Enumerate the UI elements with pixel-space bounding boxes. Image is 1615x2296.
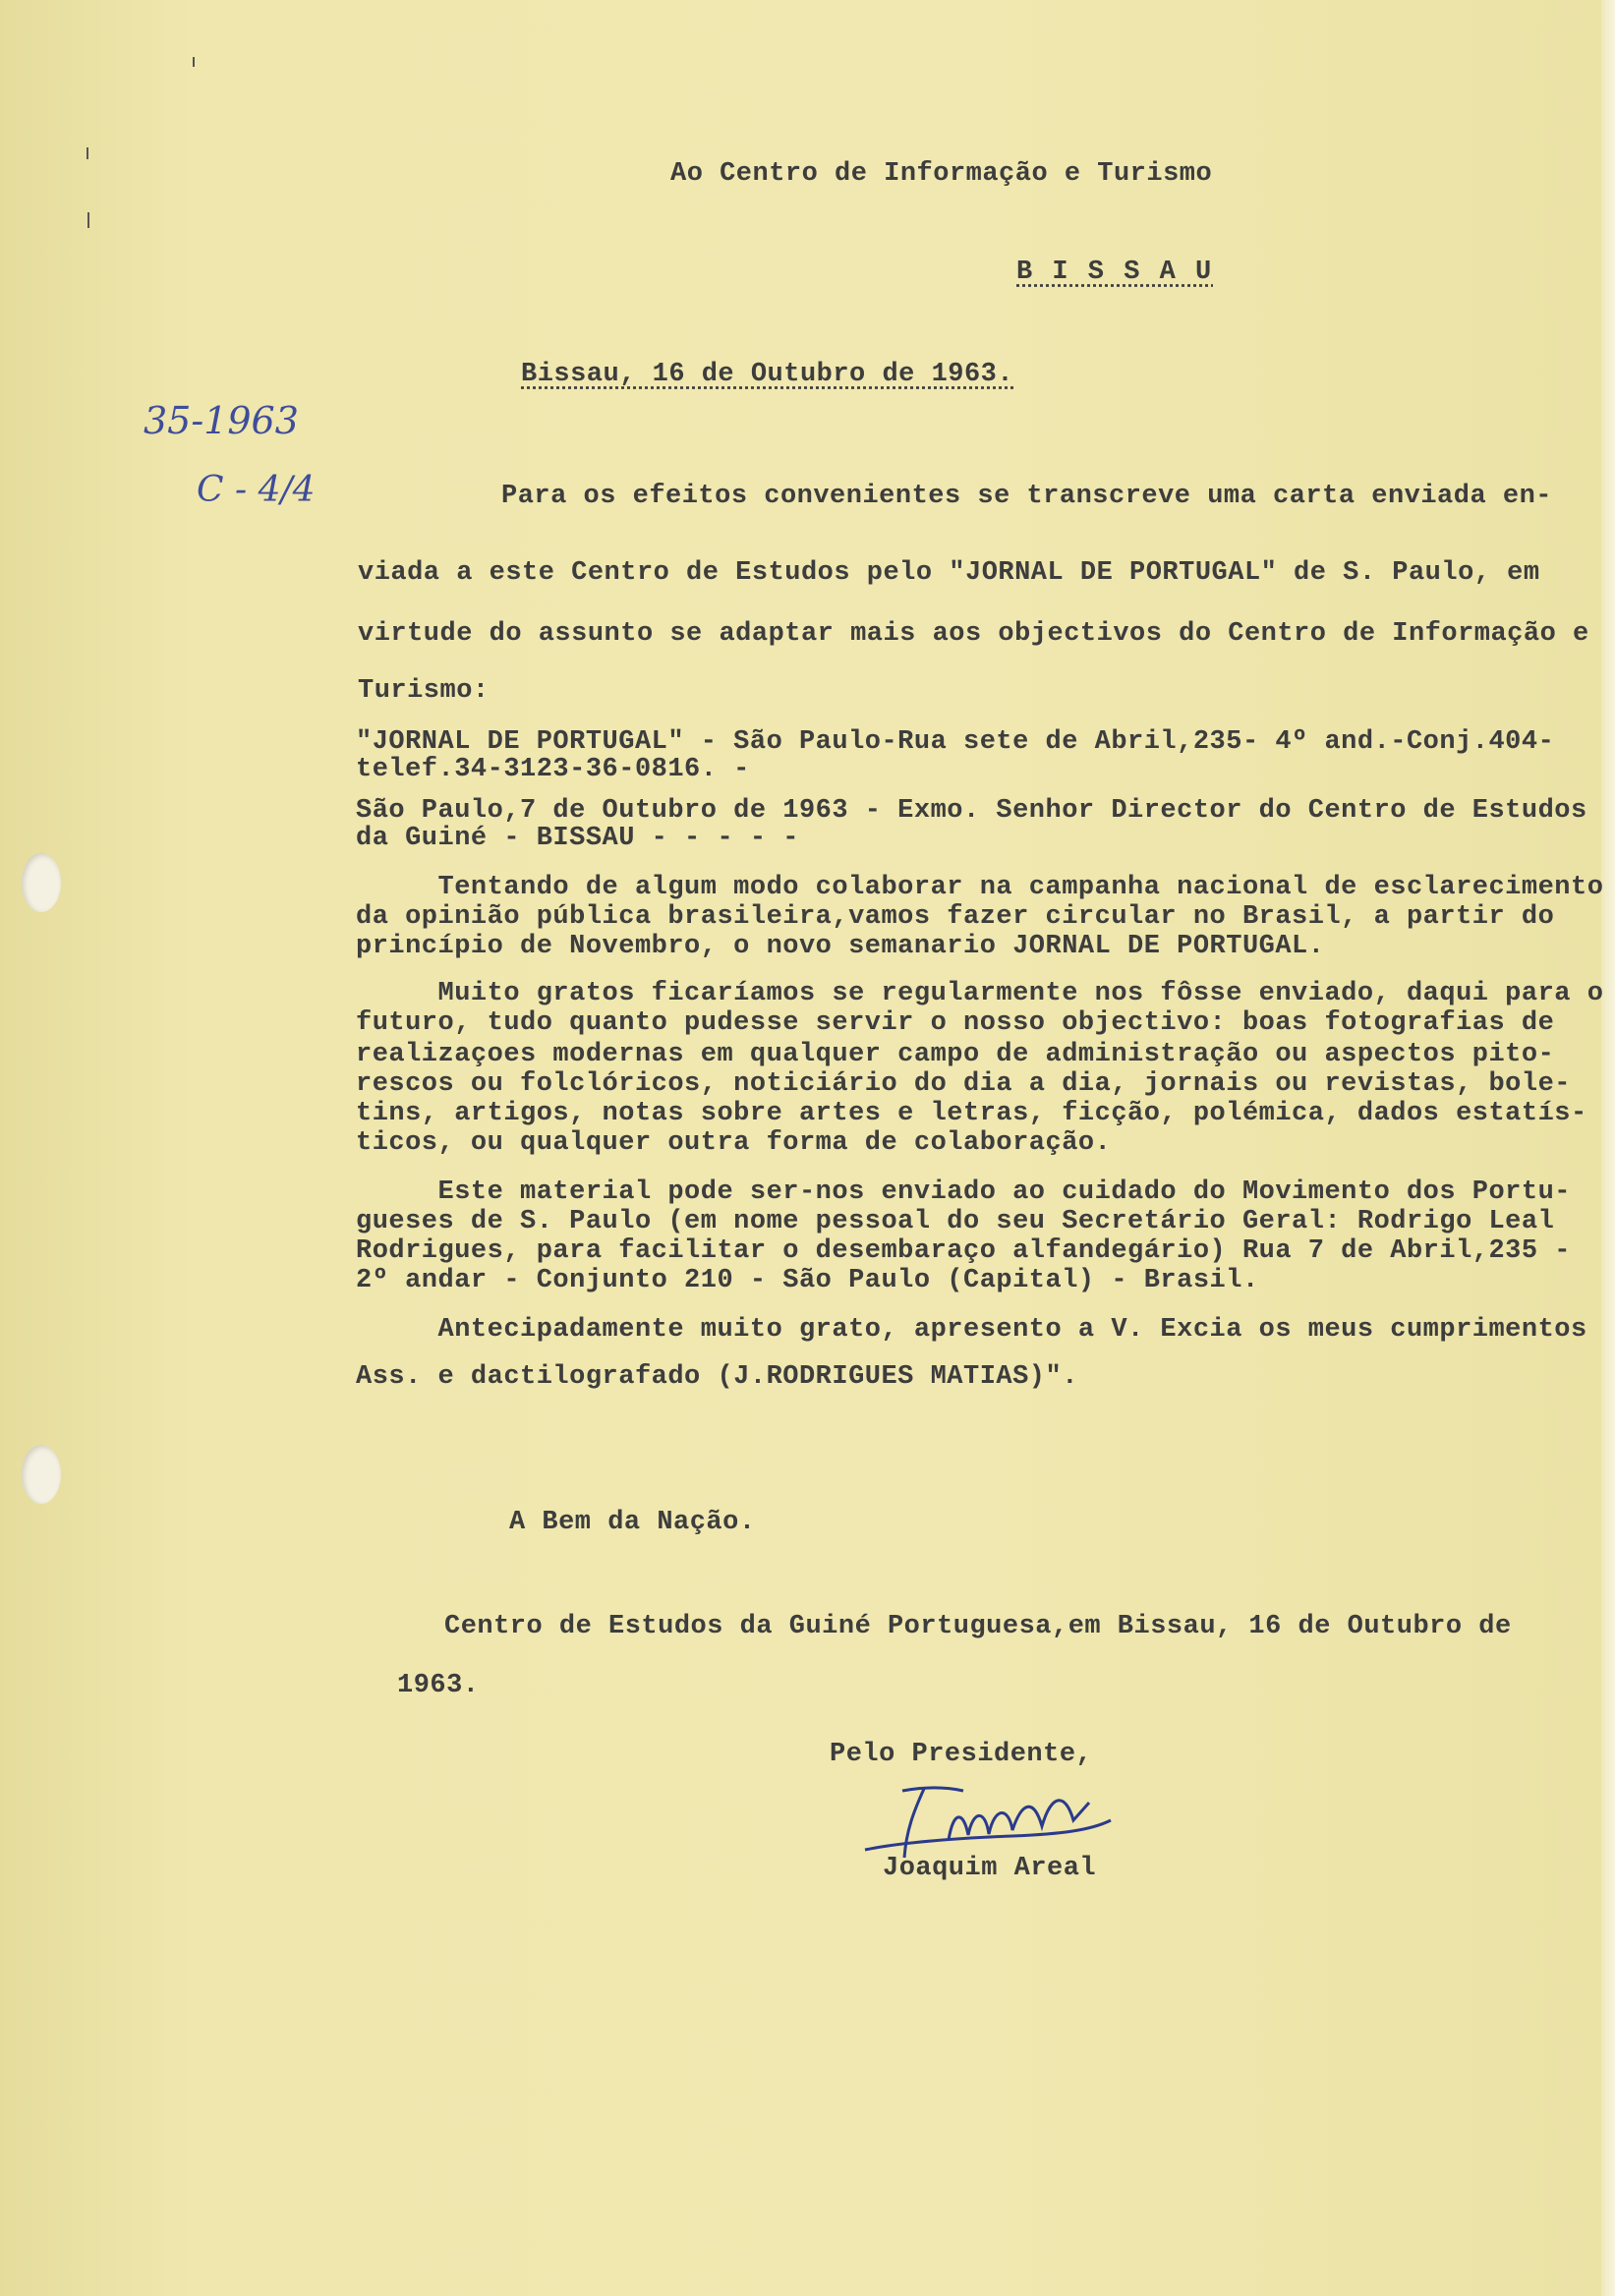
letter-line: tins, artigos, notas sobre artes e letras, ficção, polémica, dados estatís- bbox=[356, 1099, 1587, 1128]
letter-line: princípio de Novembro, o novo semanario JORNAL DE PORTUGAL. bbox=[356, 932, 1325, 961]
letter-line: realizaçoes modernas em qualquer campo de administração ou aspectos pito- bbox=[356, 1040, 1555, 1069]
letter-line: da opinião pública brasileira,vamos fazer circular no Brasil, a partir do bbox=[356, 902, 1555, 932]
addressee: Ao Centro de Informação e Turismo bbox=[670, 159, 1213, 189]
pelo-presidente: Pelo Presidente, bbox=[830, 1740, 1093, 1769]
page-edge bbox=[1601, 0, 1615, 2296]
letter-header-line: da Guiné - BISSAU - - - - - bbox=[356, 824, 799, 853]
letter-header-line: telef.34-3123-36-0816. - bbox=[356, 755, 750, 784]
letter-line: Ass. e dactilografado (J.RODRIGUES MATIAS)". bbox=[356, 1362, 1078, 1392]
date-line: Bissau, 16 de Outubro de 1963. bbox=[521, 360, 1014, 389]
letter-line: 2º andar - Conjunto 210 - São Paulo (Capital) - Brasil. bbox=[356, 1266, 1259, 1295]
letter-line: futuro, tudo quanto pudesse servir o nosso objectivo: boas fotografias de bbox=[356, 1008, 1555, 1038]
punch-hole bbox=[22, 1445, 61, 1504]
ink-speck bbox=[87, 212, 89, 228]
intro-line: Para os efeitos convenientes se transcreve uma carta enviada en- bbox=[501, 482, 1552, 511]
letter-line: Rodrigues, para facilitar o desembaraço alfandegário) Rua 7 de Abril,235 - bbox=[356, 1236, 1571, 1266]
letter-line: gueses de S. Paulo (em nome pessoal do seu Secretário Geral: Rodrigo Leal bbox=[356, 1207, 1555, 1236]
intro-line: virtude do assunto se adaptar mais aos objectivos do Centro de Informação e bbox=[358, 619, 1589, 649]
intro-line: Turismo: bbox=[358, 676, 490, 706]
letter-line: ticos, ou qualquer outra forma de colaboração. bbox=[356, 1128, 1112, 1158]
place-date-line: Centro de Estudos da Guiné Portuguesa,em Bissau, 16 de Outubro de bbox=[444, 1612, 1512, 1641]
letter-line: Antecipadamente muito grato, apresento a V. Excia os meus cumprimentos bbox=[356, 1315, 1587, 1345]
addressee-city: B I S S A U bbox=[1016, 258, 1214, 287]
letter-header-line: São Paulo,7 de Outubro de 1963 - Exmo. Senhor Director do Centro de Estudos bbox=[356, 796, 1587, 826]
margin-ref-number: 35-1963 bbox=[144, 399, 299, 442]
letter-line: Tentando de algum modo colaborar na campanha nacional de esclarecimento bbox=[356, 873, 1604, 902]
margin-ref-code: C - 4/4 bbox=[197, 470, 316, 510]
letter-header-line: "JORNAL DE PORTUGAL" - São Paulo-Rua sete de Abril,235- 4º and.-Conj.404- bbox=[356, 727, 1555, 757]
letter-line: Este material pode ser-nos enviado ao cuidado do Movimento dos Portu- bbox=[356, 1177, 1571, 1207]
letter-line: Muito gratos ficaríamos se regularmente nos fôsse enviado, daqui para o bbox=[356, 979, 1604, 1008]
letter-line: rescos ou folclóricos, noticiário do dia a dia, jornais ou revistas, bole- bbox=[356, 1069, 1571, 1099]
intro-line: viada a este Centro de Estudos pelo "JORNAL DE PORTUGAL" de S. Paulo, em bbox=[358, 558, 1540, 588]
signatory-name: Joaquim Areal bbox=[883, 1854, 1097, 1883]
salutation: A Bem da Nação. bbox=[509, 1508, 756, 1537]
punch-hole bbox=[22, 853, 61, 912]
ink-speck bbox=[193, 57, 195, 67]
ink-speck bbox=[87, 147, 88, 159]
place-date-line: 1963. bbox=[397, 1671, 480, 1700]
